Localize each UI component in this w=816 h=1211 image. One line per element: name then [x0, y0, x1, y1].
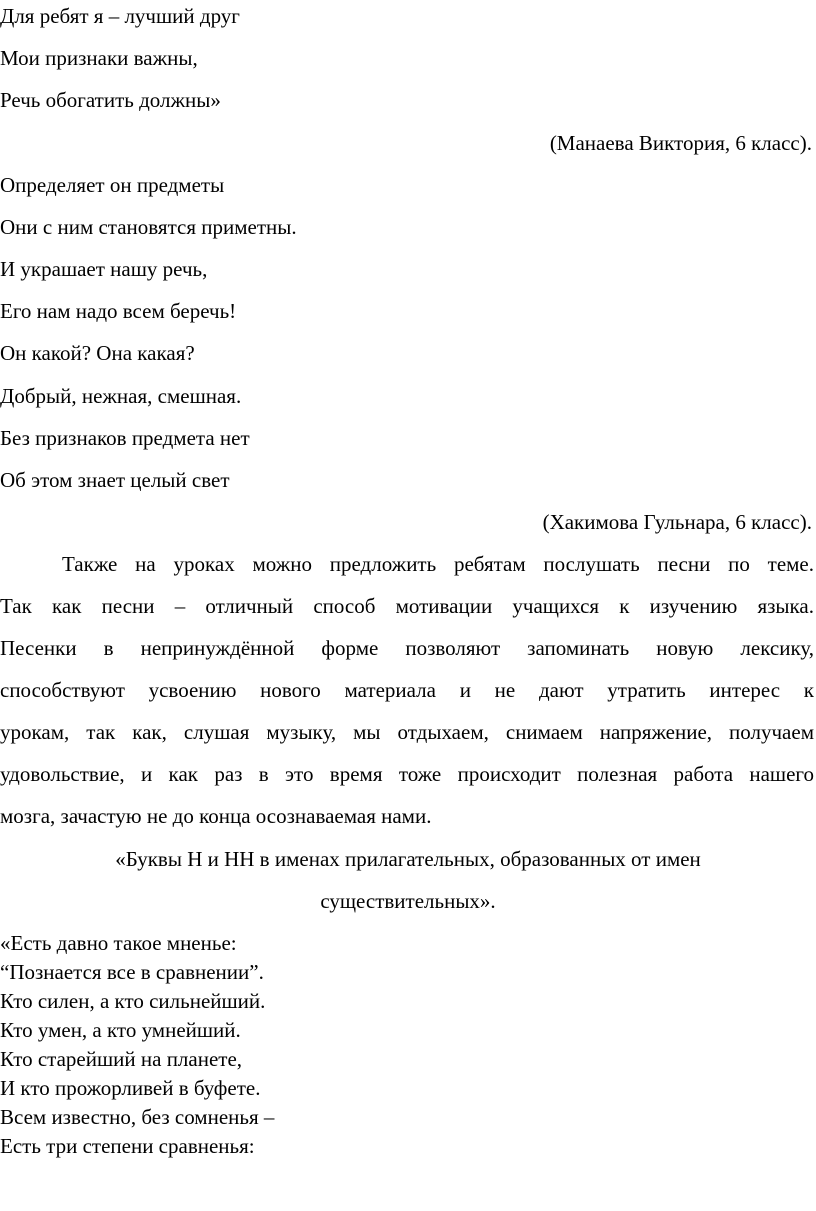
song-title-line-1: «Буквы Н и НН в именах прилагательных, образованных от имен — [115, 847, 701, 871]
poem-3-line-2: “Познается все в сравнении”. — [0, 960, 264, 984]
paragraph-line: Также на уроках можно предложить ребятам послушать песни по теме. — [62, 552, 814, 576]
poem-3-line-7: Всем известно, без сомненья – — [0, 1105, 275, 1129]
paragraph-line: мозга, зачастую не до конца осознаваемая нами. — [0, 804, 432, 828]
poem-3-line-8: Есть три степени сравненья: — [0, 1134, 255, 1158]
poem-3-line-3: Кто силен, а кто сильнейший. — [0, 989, 266, 1013]
paragraph-line: способствуют усвоению нового материала и не дают утратить интерес к — [0, 678, 814, 702]
poem-2-line-6: Добрый, нежная, смешная. — [0, 384, 242, 408]
poem-3-line-4: Кто умен, а кто умнейший. — [0, 1018, 241, 1042]
paragraph-line: удовольствие, и как раз в это время тоже происходит полезная работа нашего — [0, 762, 814, 786]
poem-2-line-8: Об этом знает целый свет — [0, 468, 230, 492]
poem-3-line-6: И кто прожорливей в буфете. — [0, 1076, 261, 1100]
paragraph-line: урокам, так как, слушая музыку, мы отдыхаем, снимаем напряжение, получаем — [0, 720, 814, 744]
poem-2-line-7: Без признаков предмета нет — [0, 426, 250, 450]
poem-1-line-1: Для ребят я – лучший друг — [0, 4, 240, 28]
poem-2-line-3: И украшает нашу речь, — [0, 257, 208, 281]
poem-1-line-3: Речь обогатить должны» — [0, 88, 221, 112]
poem-2-author: (Хакимова Гульнара, 6 класс). — [542, 510, 812, 534]
poem-2-line-1: Определяет он предметы — [0, 173, 225, 197]
poem-1-author: (Манаева Виктория, 6 класс). — [549, 131, 812, 155]
poem-2-line-4: Его нам надо всем беречь! — [0, 299, 237, 323]
poem-2-line-2: Они с ним становятся приметны. — [0, 215, 297, 239]
poem-1-line-2: Мои признаки важны, — [0, 46, 198, 70]
paragraph-line: Песенки в непринуждённой форме позволяют запоминать новую лексику, — [0, 636, 814, 660]
poem-2-line-5: Он какой? Она какая? — [0, 341, 195, 365]
paragraph-line: Так как песни – отличный способ мотивации учащихся к изучению языка. — [0, 594, 814, 618]
poem-3-line-5: Кто старейший на планете, — [0, 1047, 243, 1071]
body-paragraph — [0, 543, 814, 837]
poem-3-line-1: «Есть давно такое мненье: — [0, 931, 237, 955]
song-title-line-2: существительных». — [320, 889, 496, 913]
